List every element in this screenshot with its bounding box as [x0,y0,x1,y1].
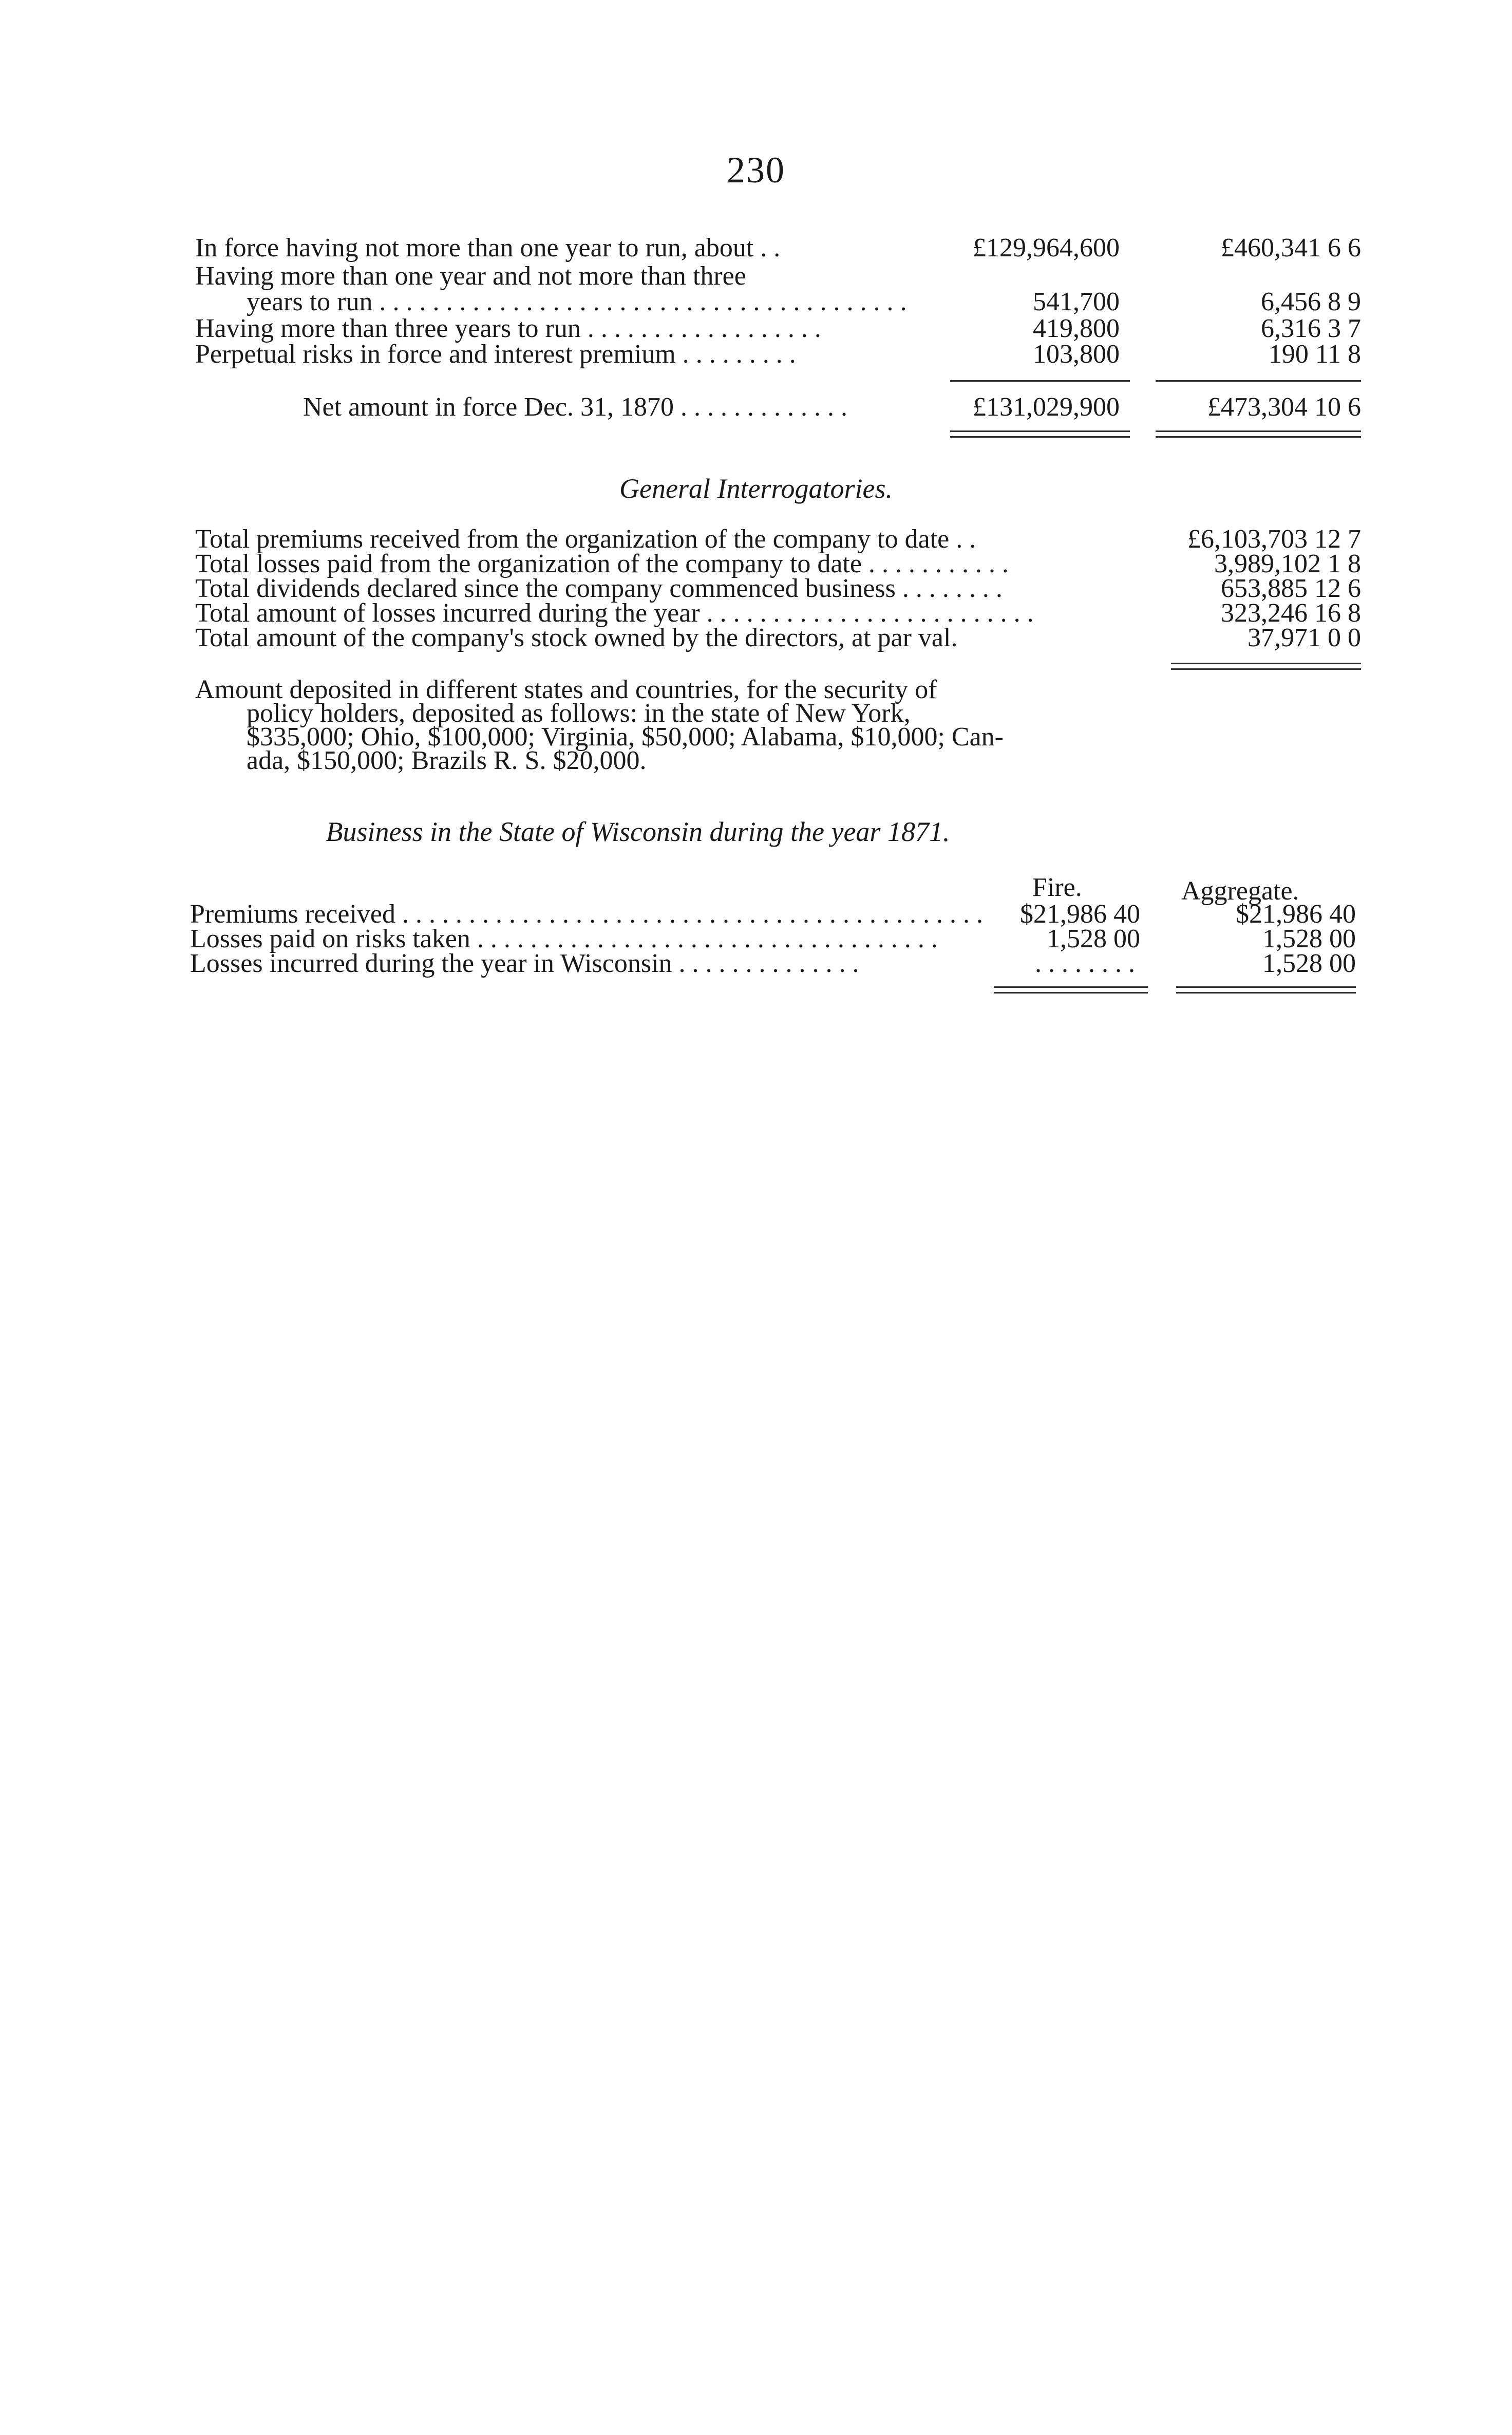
double-rule [994,986,1148,994]
fire-cell: $21,986 40 [1020,900,1140,929]
section-title-general: General Interrogatories. [619,473,893,504]
double-rule [1156,430,1361,438]
section-title-wisconsin: Business in the State of Wisconsin during the year 1871. [326,816,950,847]
item-value: £6,103,703 12 7 [1187,525,1361,554]
table-row [190,949,1356,978]
column-rule [950,380,1130,382]
row-label: Perpetual risks in force and interest premium . . . . . . . . . [195,340,796,369]
total-amount: £131,029,900 [973,392,1120,422]
premium-cell: 6,316 3 7 [1261,314,1361,343]
amount-cell: 541,700 [1033,287,1120,316]
column-rule [1156,380,1361,382]
paragraph-line: $335,000; Ohio, $100,000; Virginia, $50,000; Alabama, $10,000; Can- [247,722,1004,752]
paragraph-line: Amount deposited in different states and countries, for the security of [195,675,937,704]
item-value: 653,885 12 6 [1221,574,1361,603]
fire-header: Fire. [1032,873,1082,902]
item-value: 37,971 0 0 [1248,623,1361,652]
double-rule [1176,986,1356,994]
aggregate-cell: 1,528 00 [1262,949,1356,978]
row-label: Premiums received . . . . . . . . . . . . . . . . . . . . . . . . . . . . . . . . . . . . . . . . . . . . [190,900,983,929]
row-label: Losses paid on risks taken . . . . . . . . . . . . . . . . . . . . . . . . . . . . . . . . . . . [190,924,938,953]
aggregate-header: Aggregate. [1181,876,1299,906]
row-label: In force having not more than one year to run, about . . [195,233,781,263]
premium-cell: 190 11 8 [1268,340,1361,369]
double-rule [950,430,1130,438]
deposit-paragraph [195,675,1171,775]
total-label: Net amount in force Dec. 31, 1870 . . . . . . . . . . . . . [303,392,848,422]
total-premium: £473,304 10 6 [1207,392,1361,422]
item-label: Total amount of losses incurred during the year . . . . . . . . . . . . . . . . . . . . . . . . . [195,598,1034,628]
item-label: Total losses paid from the organization of the company to date . . . . . . . . . . . [195,549,1009,578]
amount-cell: 419,800 [1033,314,1120,343]
table-row [195,234,1361,263]
item-value: 3,989,102 1 8 [1214,549,1361,578]
premium-cell: 6,456 8 9 [1261,287,1361,316]
item-label: Total amount of the company's stock owned by the directors, at par val. [195,623,958,652]
double-rule [1171,663,1361,670]
amount-cell: £129,964,600 [973,233,1120,263]
premium-cell: £460,341 6 6 [1221,233,1361,263]
aggregate-cell: $21,986 40 [1236,900,1356,929]
item-value: 323,246 16 8 [1221,598,1361,628]
page-number: 230 [727,149,785,191]
row-label: years to run . . . . . . . . . . . . . . . . . . . . . . . . . . . . . . . . . . . . . . . . [247,287,907,316]
fire-cell: . . . . . . . . [1035,949,1135,978]
paragraph-line: ada, $150,000; Brazils R. S. $20,000. [247,746,647,775]
fire-cell: 1,528 00 [1047,924,1140,953]
row-label: Losses incurred during the year in Wisconsin . . . . . . . . . . . . . . [190,949,859,978]
table-row [195,340,1361,369]
table-row [195,314,1361,343]
total-row [195,393,1361,422]
item-label: Total premiums received from the organization of the company to date . . [195,525,976,554]
row-label: Having more than one year and not more than three [195,261,746,291]
item-label: Total dividends declared since the company commenced business . . . . . . . . [195,574,1003,603]
paragraph-line: policy holders, deposited as follows: in the state of New York, [247,699,911,728]
table-row [195,288,1361,316]
list-item [195,624,1361,652]
amount-cell: 103,800 [1033,340,1120,369]
table-row [195,262,1361,291]
row-label: Having more than three years to run . . . . . . . . . . . . . . . . . . [195,314,821,343]
aggregate-cell: 1,528 00 [1262,924,1356,953]
